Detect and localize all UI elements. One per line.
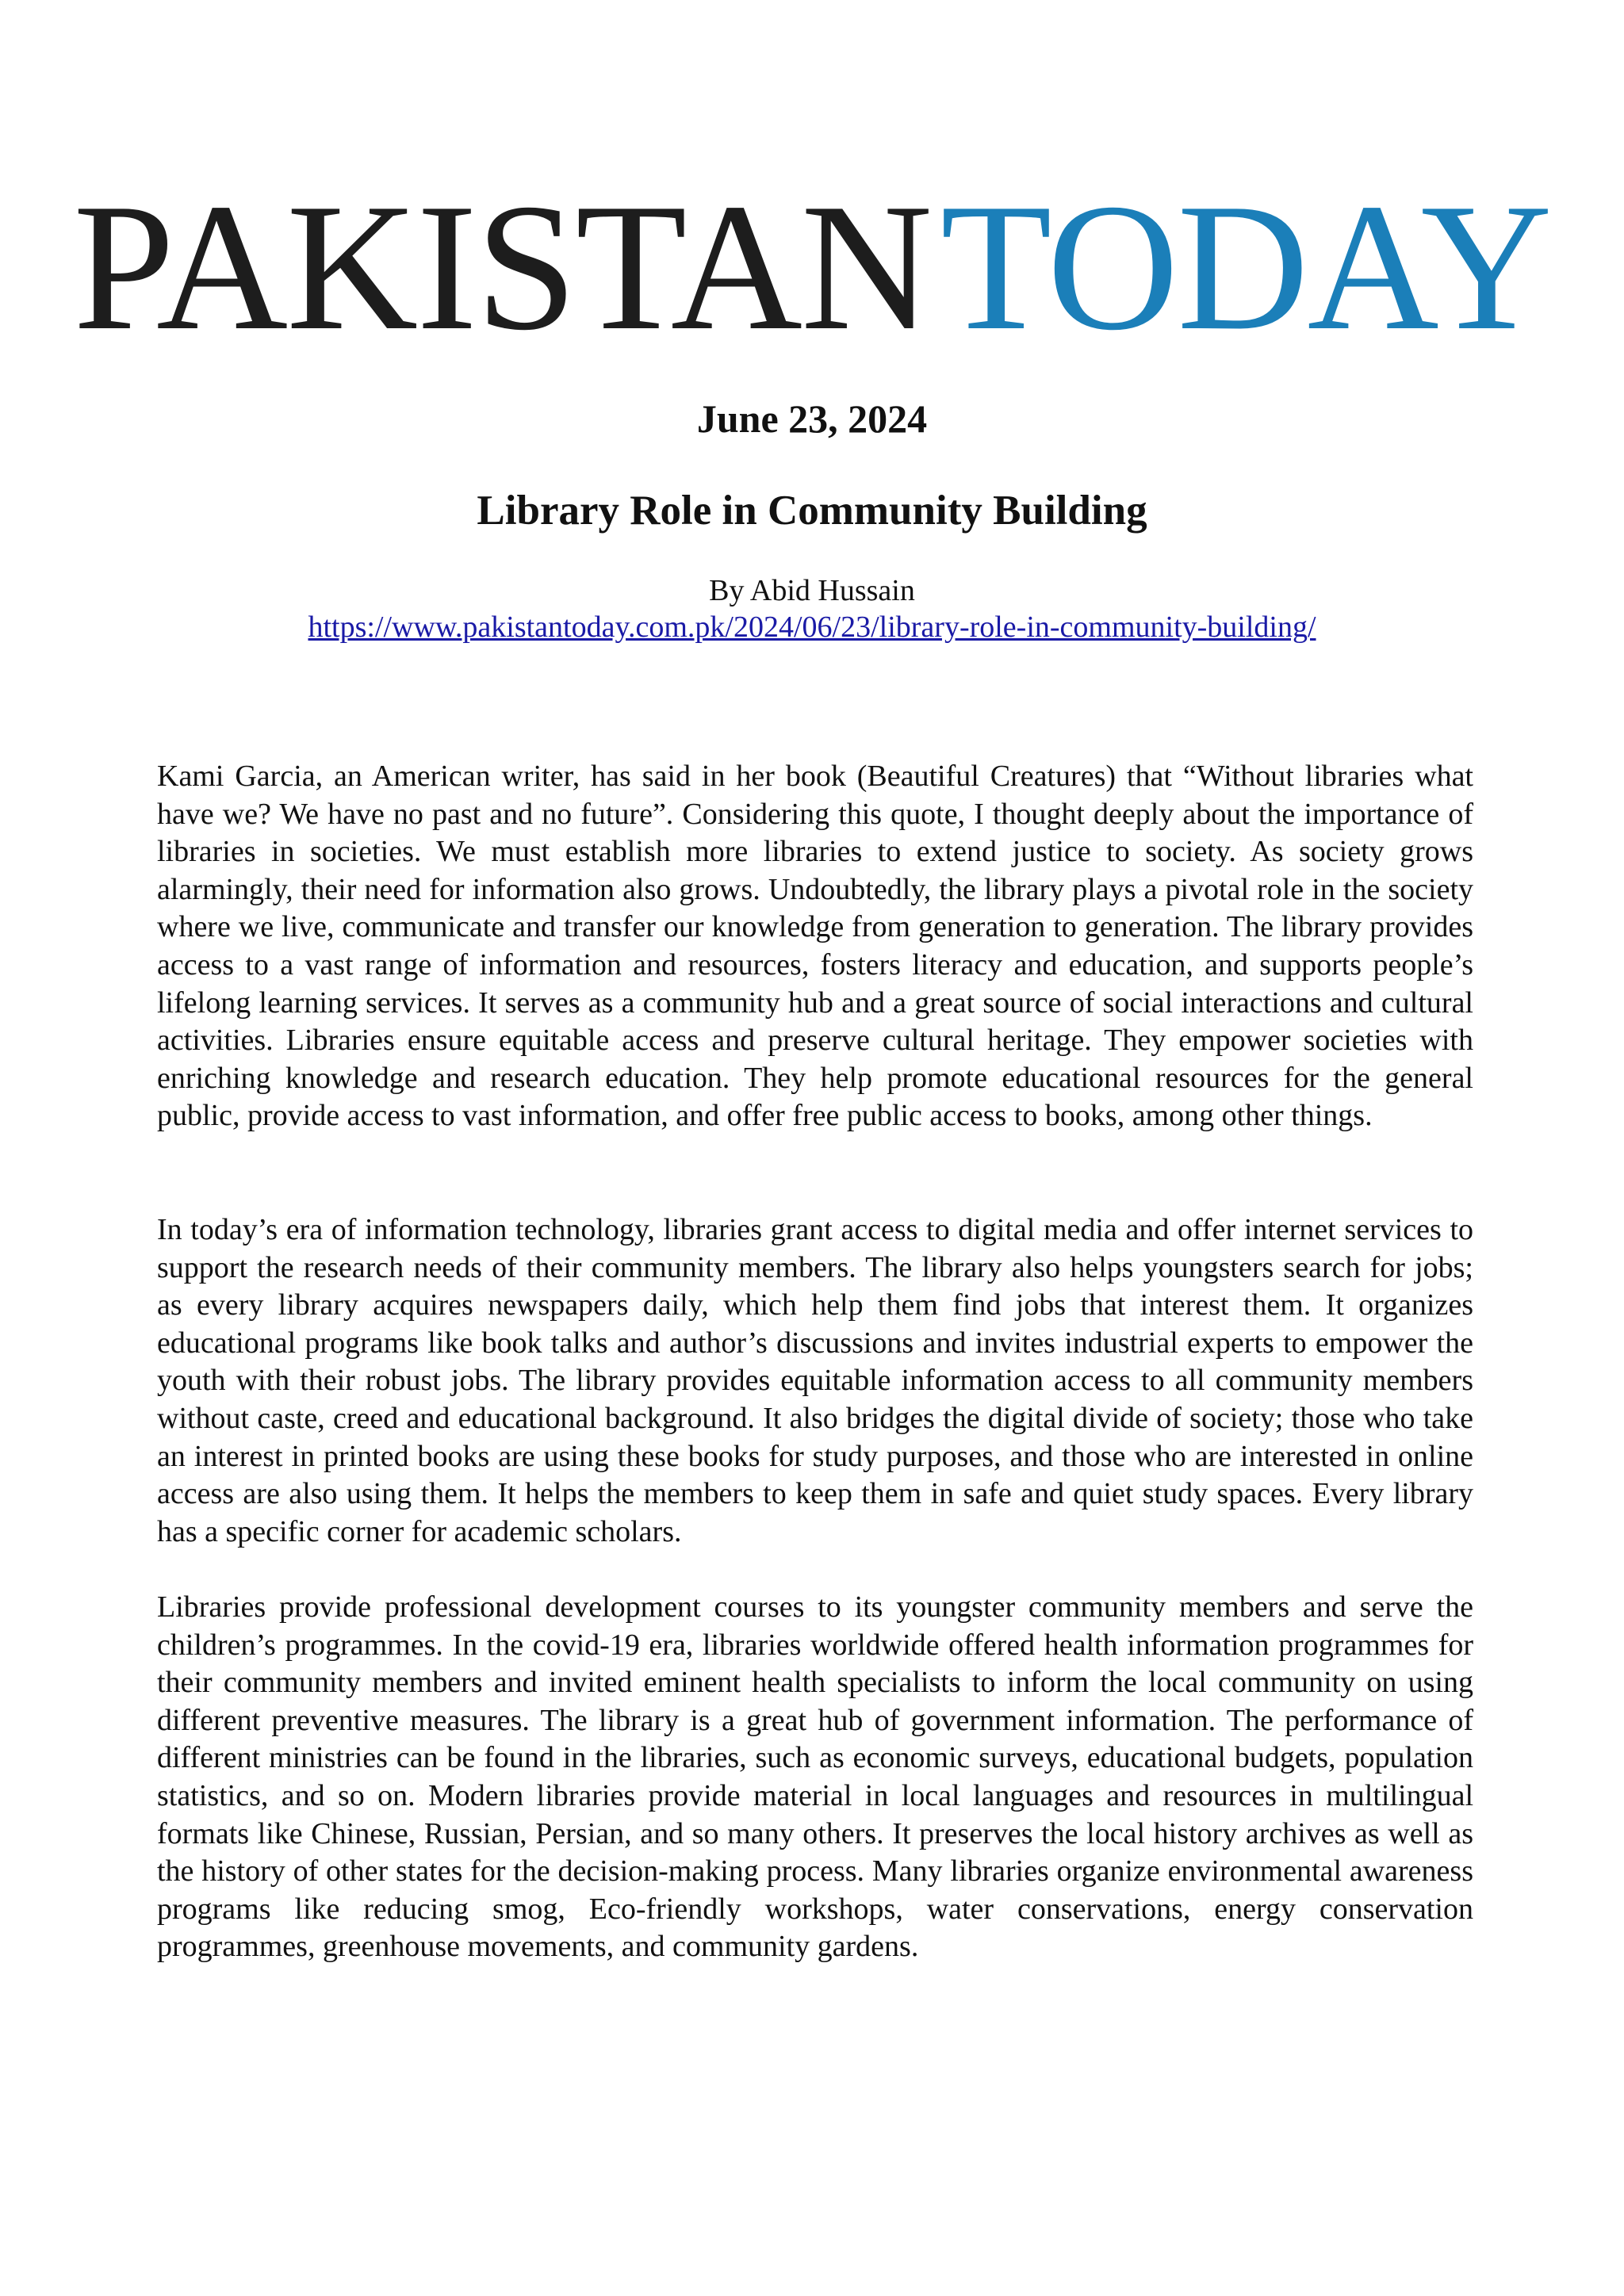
masthead-logo	[0, 166, 1624, 368]
article-paragraph-1: Kami Garcia, an American writer, has said in her book (Beautiful Creatures) that “Without libraries what have we? We have no past and no future”. Considering this quote, I thought deeply about the importance of libraries in societies. We must establish more libraries to extend justice to society. As society grows alarmingly, their need for information also grows. Undoubtedly, the library plays a pivotal role in the society where we live, communicate and transfer our knowledge from generation to generation. The library provides access to a vast range of information and resources, fosters literacy and education, and supports people’s lifelong learning services. It serves as a community hub and a great source of social interactions and cultural activities. Libraries ensure equitable access and preserve cultural heritage. They empower societies with enriching knowledge and research education. They help promote educational resources for the general public, provide access to vast information, and offer free public access to books, among other things.	[157, 760, 1473, 1133]
logo-today-text: TODAY	[940, 166, 1551, 368]
logo-pakistan-text: PAKISTAN	[73, 166, 932, 368]
article-title: Library Role in Community Building	[477, 488, 1147, 534]
source-link-container	[0, 609, 1624, 645]
article-date: June 23, 2024	[696, 396, 928, 441]
article-byline: By Abid Hussain	[709, 574, 915, 607]
article-paragraph-3: Libraries provide professional development courses to its youngster community members and serve the children’s programmes. In the covid-19 era, libraries worldwide offered health information programmes for their community members and invited eminent health specialists to inform the local community on using different preventive measures. The library is a great hub of government information. The performance of different ministries can be found in the libraries, such as economic surveys, educational budgets, population statistics, and so on. Modern libraries provide material in local languages and resources in multilingual formats like Chinese, Russian, Persian, and so many others. It preserves the local history archives as well as the history of other states for the decision-making process. Many libraries organize environmental awareness programs like reducing smog, Eco-friendly workshops, water conservations, energy conservation programmes, greenhouse movements, and community gardens.	[157, 1590, 1473, 1964]
article-paragraph-2: In today’s era of information technology, libraries grant access to digital media and offer internet services to support the research needs of their community members. The library also helps youngsters search for jobs; as every library acquires newspapers daily, which help them find jobs that interest them. It organizes educational programs like book talks and author’s discussions and invites industrial experts to empower the youth with their robust jobs. The library provides equitable information access to all community members without caste, creed and educational background. It also bridges the digital divide of society; those who take an interest in printed books are using these books for study purposes, and those who are interested in online access are also using them. It helps the members to keep them in safe and quiet study spaces. Every library has a specific corner for academic scholars.	[157, 1213, 1473, 1548]
source-url-link[interactable]: https://www.pakistantoday.com.pk/2024/06/23/library-role-in-community-building/	[308, 610, 1316, 644]
